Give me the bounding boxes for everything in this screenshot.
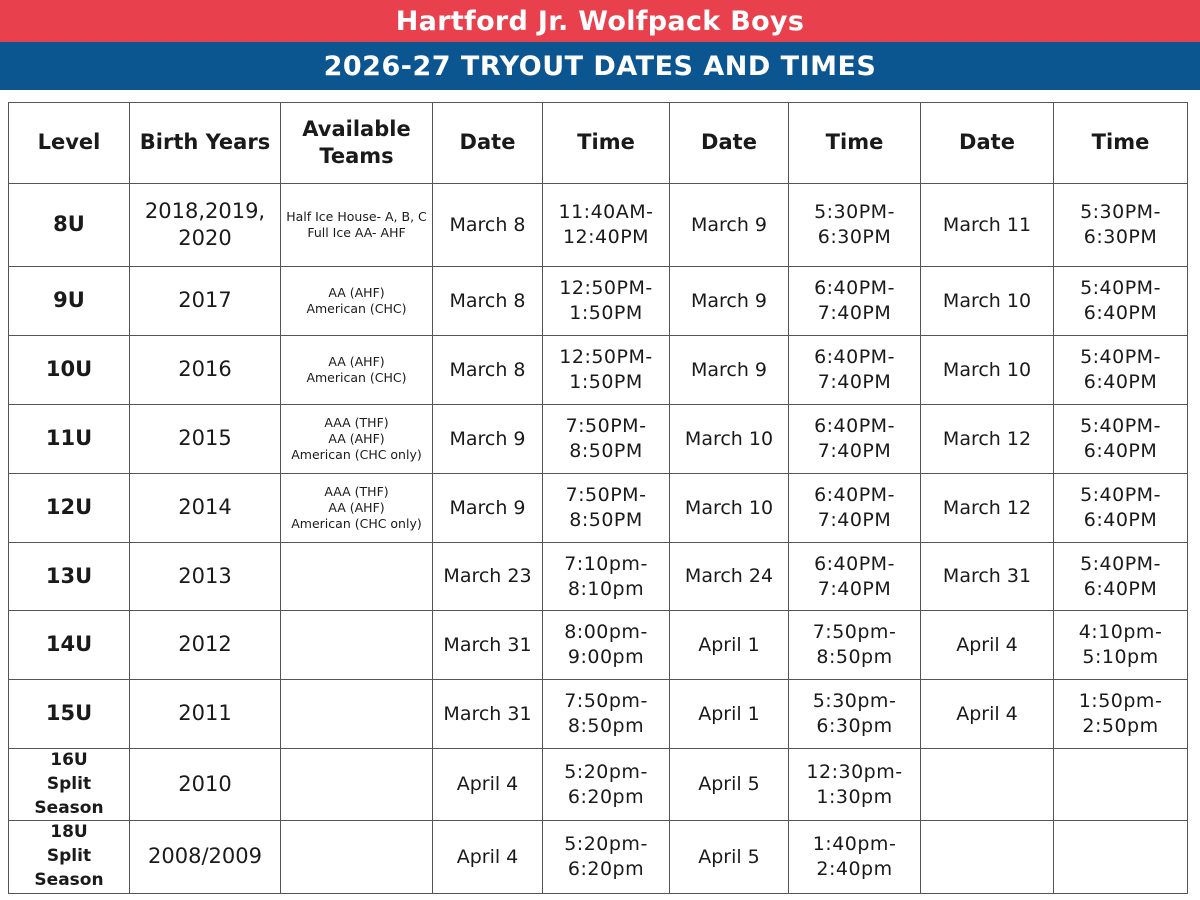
level-cell: 8U <box>9 184 130 267</box>
available-teams-cell: Half Ice House- A, B, C Full Ice AA- AHF <box>281 184 433 267</box>
date-cell-2: March 10 <box>670 405 789 474</box>
date-cell-1: March 8 <box>433 184 543 267</box>
birth-years-cell: 2016 <box>130 336 281 405</box>
date-cell-1: April 4 <box>433 821 543 893</box>
time-cell-2: 5:30PM- 6:30PM <box>789 184 921 267</box>
subtitle-banner <box>0 42 1200 90</box>
time-cell-1: 5:20pm- 6:20pm <box>543 821 670 893</box>
date-cell-1: March 31 <box>433 611 543 680</box>
time-cell-2: 6:40PM- 7:40PM <box>789 543 921 611</box>
column-header-time-2: Time <box>789 103 921 184</box>
date-cell-3: March 10 <box>921 267 1054 336</box>
column-header-level: Level <box>9 103 130 184</box>
time-cell-1: 5:20pm- 6:20pm <box>543 749 670 821</box>
time-cell-3: 5:40PM- 6:40PM <box>1054 543 1188 611</box>
column-header-available-teams: Available Teams <box>281 103 433 184</box>
time-cell-3 <box>1054 821 1188 893</box>
title-banner <box>0 0 1200 42</box>
page-subtitle: 2026-27 TRYOUT DATES AND TIMES <box>323 50 877 82</box>
table-row <box>9 336 1188 405</box>
time-cell-1: 12:50PM- 1:50PM <box>543 267 670 336</box>
tryout-schedule-table <box>8 102 1188 894</box>
time-cell-2: 6:40PM- 7:40PM <box>789 405 921 474</box>
level-cell: 15U <box>9 680 130 749</box>
date-cell-2: March 9 <box>670 336 789 405</box>
date-cell-3: March 31 <box>921 543 1054 611</box>
birth-years-cell: 2008/2009 <box>130 821 281 893</box>
time-cell-3: 5:40PM- 6:40PM <box>1054 267 1188 336</box>
date-cell-1: March 8 <box>433 267 543 336</box>
level-cell: 9U <box>9 267 130 336</box>
column-header-birth-years: Birth Years <box>130 103 281 184</box>
available-teams-cell <box>281 821 433 893</box>
birth-years-cell: 2018,2019, 2020 <box>130 184 281 267</box>
date-cell-1: March 8 <box>433 336 543 405</box>
date-cell-3: April 4 <box>921 680 1054 749</box>
date-cell-2: March 24 <box>670 543 789 611</box>
birth-years-cell: 2017 <box>130 267 281 336</box>
date-cell-2: March 10 <box>670 474 789 543</box>
table-row <box>9 821 1188 893</box>
date-cell-2: April 1 <box>670 680 789 749</box>
time-cell-2: 6:40PM- 7:40PM <box>789 267 921 336</box>
time-cell-3: 4:10pm- 5:10pm <box>1054 611 1188 680</box>
table-row <box>9 405 1188 474</box>
time-cell-3: 5:30PM- 6:30PM <box>1054 184 1188 267</box>
time-cell-3: 5:40PM- 6:40PM <box>1054 474 1188 543</box>
time-cell-1: 7:50pm- 8:50pm <box>543 680 670 749</box>
available-teams-cell <box>281 611 433 680</box>
date-cell-3: March 10 <box>921 336 1054 405</box>
time-cell-2: 7:50pm- 8:50pm <box>789 611 921 680</box>
time-cell-2: 6:40PM- 7:40PM <box>789 336 921 405</box>
level-cell: 18U Split Season <box>9 821 130 893</box>
birth-years-cell: 2011 <box>130 680 281 749</box>
level-cell: 12U <box>9 474 130 543</box>
date-cell-2: April 5 <box>670 749 789 821</box>
available-teams-cell <box>281 680 433 749</box>
date-cell-3: March 11 <box>921 184 1054 267</box>
table-row <box>9 611 1188 680</box>
time-cell-2: 1:40pm- 2:40pm <box>789 821 921 893</box>
available-teams-cell: AAA (THF) AA (AHF) American (CHC only) <box>281 474 433 543</box>
time-cell-3 <box>1054 749 1188 821</box>
birth-years-cell: 2013 <box>130 543 281 611</box>
table-row <box>9 543 1188 611</box>
date-cell-2: April 1 <box>670 611 789 680</box>
column-header-date-3: Date <box>921 103 1054 184</box>
date-cell-1: April 4 <box>433 749 543 821</box>
birth-years-cell: 2012 <box>130 611 281 680</box>
column-header-time-1: Time <box>543 103 670 184</box>
table-row <box>9 680 1188 749</box>
date-cell-2: April 5 <box>670 821 789 893</box>
available-teams-cell: AA (AHF) American (CHC) <box>281 336 433 405</box>
header-row <box>9 103 1188 184</box>
page-title: Hartford Jr. Wolfpack Boys <box>395 5 805 37</box>
level-cell: 11U <box>9 405 130 474</box>
time-cell-3: 1:50pm- 2:50pm <box>1054 680 1188 749</box>
date-cell-1: March 31 <box>433 680 543 749</box>
available-teams-cell <box>281 543 433 611</box>
date-cell-3: March 12 <box>921 474 1054 543</box>
table-row <box>9 474 1188 543</box>
date-cell-2: March 9 <box>670 267 789 336</box>
birth-years-cell: 2015 <box>130 405 281 474</box>
date-cell-1: March 23 <box>433 543 543 611</box>
date-cell-3 <box>921 749 1054 821</box>
available-teams-cell: AA (AHF) American (CHC) <box>281 267 433 336</box>
available-teams-cell <box>281 749 433 821</box>
column-header-date-2: Date <box>670 103 789 184</box>
time-cell-1: 11:40AM- 12:40PM <box>543 184 670 267</box>
column-header-time-3: Time <box>1054 103 1188 184</box>
column-header-date-1: Date <box>433 103 543 184</box>
date-cell-1: March 9 <box>433 405 543 474</box>
level-cell: 13U <box>9 543 130 611</box>
time-cell-2: 12:30pm- 1:30pm <box>789 749 921 821</box>
time-cell-1: 7:50PM- 8:50PM <box>543 474 670 543</box>
time-cell-1: 12:50PM- 1:50PM <box>543 336 670 405</box>
table-row <box>9 267 1188 336</box>
time-cell-3: 5:40PM- 6:40PM <box>1054 405 1188 474</box>
level-cell: 16U Split Season <box>9 749 130 821</box>
birth-years-cell: 2014 <box>130 474 281 543</box>
time-cell-1: 8:00pm- 9:00pm <box>543 611 670 680</box>
birth-years-cell: 2010 <box>130 749 281 821</box>
level-cell: 14U <box>9 611 130 680</box>
date-cell-3: April 4 <box>921 611 1054 680</box>
time-cell-1: 7:10pm- 8:10pm <box>543 543 670 611</box>
level-cell: 10U <box>9 336 130 405</box>
time-cell-2: 5:30pm- 6:30pm <box>789 680 921 749</box>
time-cell-2: 6:40PM- 7:40PM <box>789 474 921 543</box>
date-cell-3 <box>921 821 1054 893</box>
table-row <box>9 749 1188 821</box>
date-cell-3: March 12 <box>921 405 1054 474</box>
table-row <box>9 184 1188 267</box>
available-teams-cell: AAA (THF) AA (AHF) American (CHC only) <box>281 405 433 474</box>
date-cell-2: March 9 <box>670 184 789 267</box>
time-cell-3: 5:40PM- 6:40PM <box>1054 336 1188 405</box>
date-cell-1: March 9 <box>433 474 543 543</box>
time-cell-1: 7:50PM- 8:50PM <box>543 405 670 474</box>
